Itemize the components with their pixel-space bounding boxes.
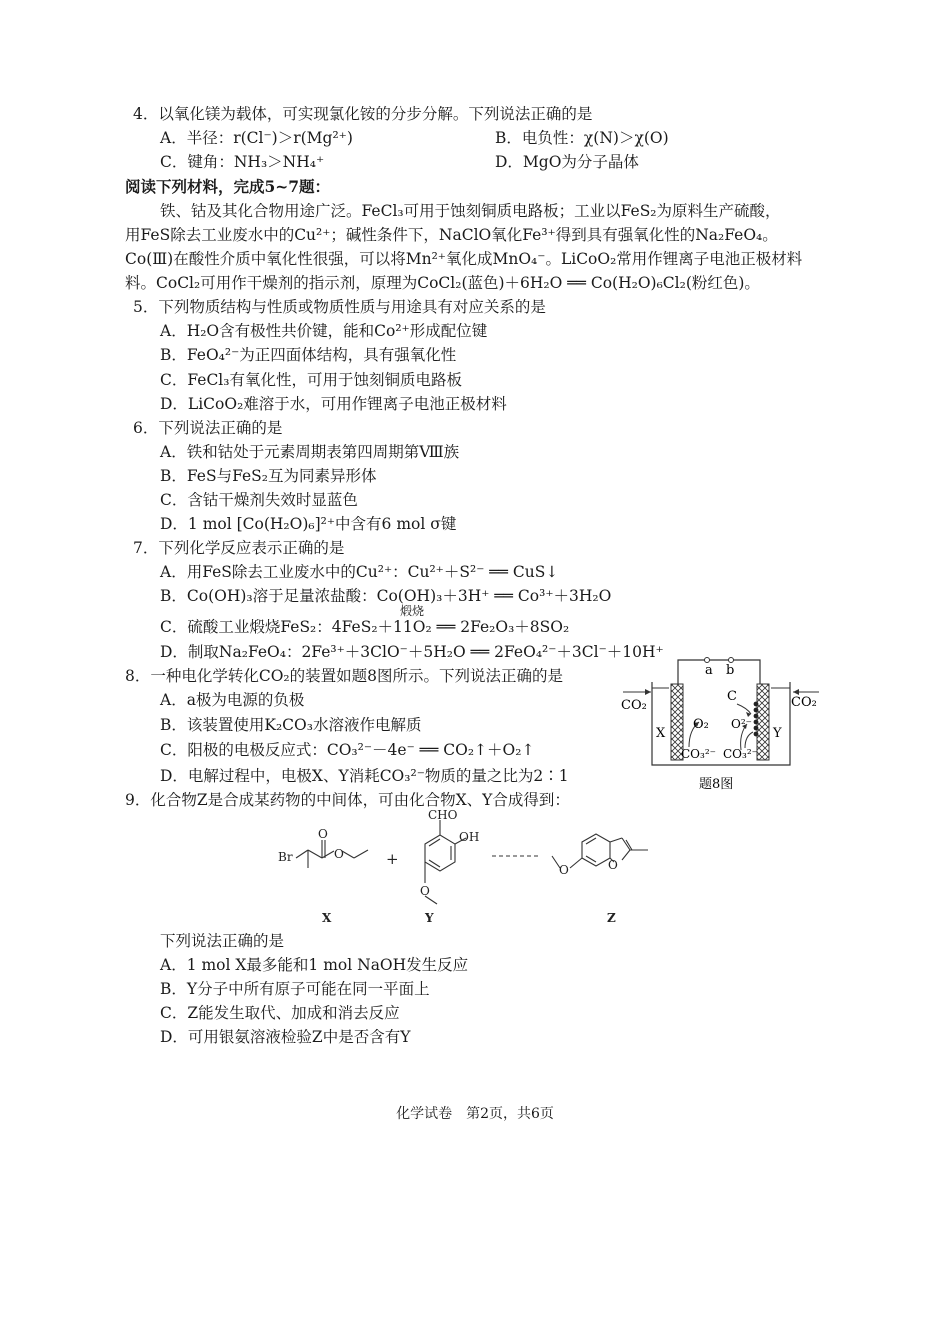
reading-line-4: 料。CoCl₂可用作干燥剂的指示剂，原理为CoCl₂(蓝色)＋6H₂O ══ Co(H₂O)₆Cl₂(粉红色)。 [125, 274, 760, 292]
q5-option-c: C．FeCl₃有氧化性，可用于蚀刻铜质电路板 [160, 371, 462, 389]
page-footer: 化学试卷 第2页，共6页 [396, 1106, 554, 1122]
q4-option-d: D．MgO为分子晶体 [495, 153, 639, 171]
fig8-co2-right: CO₂ [791, 695, 817, 710]
y-methoxy-o: O [420, 884, 430, 898]
label-y: Y [425, 911, 434, 925]
x-carbonyl-o: O [318, 827, 328, 841]
q8-option-d: D．电解过程中，电极X、Y消耗CO₃²⁻物质的量之比为2∶1 [160, 767, 569, 785]
fig8-o2: O₂ [693, 717, 709, 732]
q6-stem: 6．下列说法正确的是 [133, 419, 283, 437]
q6-option-b: B．FeS与FeS₂互为同素异形体 [160, 467, 377, 485]
q7-option-a: A．用FeS除去工业废水中的Cu²⁺：Cu²⁺＋S²⁻ ══ CuS↓ [160, 563, 559, 581]
x-br-label: Br [278, 850, 293, 864]
q7-c-condition: 煅烧 [400, 604, 425, 618]
fig8-label-b: b [726, 663, 735, 678]
fig8-label-c: C [727, 689, 737, 704]
fig8-co3-left: CO₃²⁻ [681, 747, 716, 761]
q5-option-a: A．H₂O含有极性共价键，能和Co²⁺形成配位键 [160, 322, 488, 340]
q9-option-b: B．Y分子中所有原子可能在同一平面上 [160, 980, 430, 998]
q7-option-c: C．硫酸工业煅烧FeS₂：4FeS₂＋11O₂ ══ 2Fe₂O₃＋8SO₂ [160, 618, 570, 636]
label-z: Z [607, 911, 616, 925]
plus-sign: + [386, 850, 399, 868]
q9-stem: 9．化合物Z是合成某药物的中间体，可由化合物X、Y合成得到： [125, 791, 570, 809]
reading-heading: 阅读下列材料，完成5~7题： [125, 177, 331, 196]
q5-stem: 5．下列物质结构与性质或物质性质与用途具有对应关系的是 [133, 298, 546, 316]
q5-option-d: D．LiCoO₂难溶于水，可用作锂离子电池正极材料 [160, 395, 507, 413]
z-furan-o: O [608, 858, 618, 872]
q8-option-a: A．a极为电源的负极 [160, 691, 305, 709]
q4-option-c: C．键角：NH₃＞NH₄⁺ [160, 153, 325, 171]
label-x: X [322, 911, 332, 925]
x-ester-o: O [334, 847, 344, 861]
fig8-co2-left: CO₂ [621, 698, 647, 713]
fig8-co3-right: CO₃²⁻ [723, 747, 758, 761]
q9-reaction-scheme [270, 808, 690, 933]
q9-option-c: C．Z能发生取代、加成和消去反应 [160, 1004, 400, 1022]
figure-8-apparatus [615, 652, 825, 797]
q8-stem: 8．一种电化学转化CO₂的装置如题8图所示。下列说法正确的是 [125, 667, 564, 685]
fig8-oxide-ion: O²⁻ [731, 717, 752, 731]
q5-option-b: B．FeO₄²⁻为正四面体结构，具有强氧化性 [160, 346, 457, 364]
reading-line-3: Co(Ⅲ)在酸性介质中氧化性很强，可以将Mn²⁺氧化成MnO₄⁻。LiCoO₂常用作锂离子电池正极材料 [125, 250, 803, 268]
q9-option-a: A．1 mol X最多能和1 mol NaOH发生反应 [160, 956, 469, 974]
q6-option-c: C．含钴干燥剂失效时显蓝色 [160, 491, 358, 509]
q8-option-c: C．阳极的电极反应式：CO₃²⁻－4e⁻ ══ CO₂↑＋O₂↑ [160, 741, 535, 759]
fig8-label-x: X [656, 726, 666, 741]
reading-line-2: 用FeS除去工业废水中的Cu²⁺；碱性条件下，NaClO氧化Fe³⁺得到具有强氧化性的Na₂FeO₄。 [125, 226, 778, 244]
q7-stem: 7．下列化学反应表示正确的是 [133, 539, 345, 557]
reading-line-1: 铁、钴及其化合物用途广泛。FeCl₃可用于蚀刻铜质电路板；工业以FeS₂为原料生产硫酸， [160, 202, 781, 220]
y-oh-label: OH [459, 830, 480, 844]
fig8-caption: 题8图 [699, 777, 734, 792]
z-methoxy-o: O [559, 863, 569, 877]
q9-sub-stem: 下列说法正确的是 [160, 932, 285, 950]
y-cho-label: CHO [428, 808, 458, 822]
q6-option-d: D．1 mol [Co(H₂O)₆]²⁺中含有6 mol σ键 [160, 515, 457, 533]
fig8-label-a: a [705, 663, 713, 678]
q4-option-b: B．电负性：χ(N)＞χ(O) [495, 129, 669, 147]
q7-option-d: D．制取Na₂FeO₄：2Fe³⁺＋3ClO⁻＋5H₂O ══ 2FeO₄²⁻＋3Cl⁻＋10H⁺ [160, 643, 664, 661]
q4-stem: 4．以氧化镁为载体，可实现氯化铵的分步分解。下列说法正确的是 [133, 105, 593, 123]
q8-option-b: B．该装置使用K₂CO₃水溶液作电解质 [160, 716, 422, 734]
q9-option-d: D．可用银氨溶液检验Z中是否含有Y [160, 1028, 411, 1046]
q6-option-a: A．铁和钴处于元素周期表第四周期第Ⅷ族 [160, 443, 460, 461]
q4-option-a: A．半径：r(Cl⁻)＞r(Mg²⁺) [160, 129, 353, 147]
q7-option-b: B．Co(OH)₃溶于足量浓盐酸：Co(OH)₃＋3H⁺ ══ Co³⁺＋3H₂O [160, 587, 612, 605]
fig8-label-y: Y [773, 726, 782, 741]
